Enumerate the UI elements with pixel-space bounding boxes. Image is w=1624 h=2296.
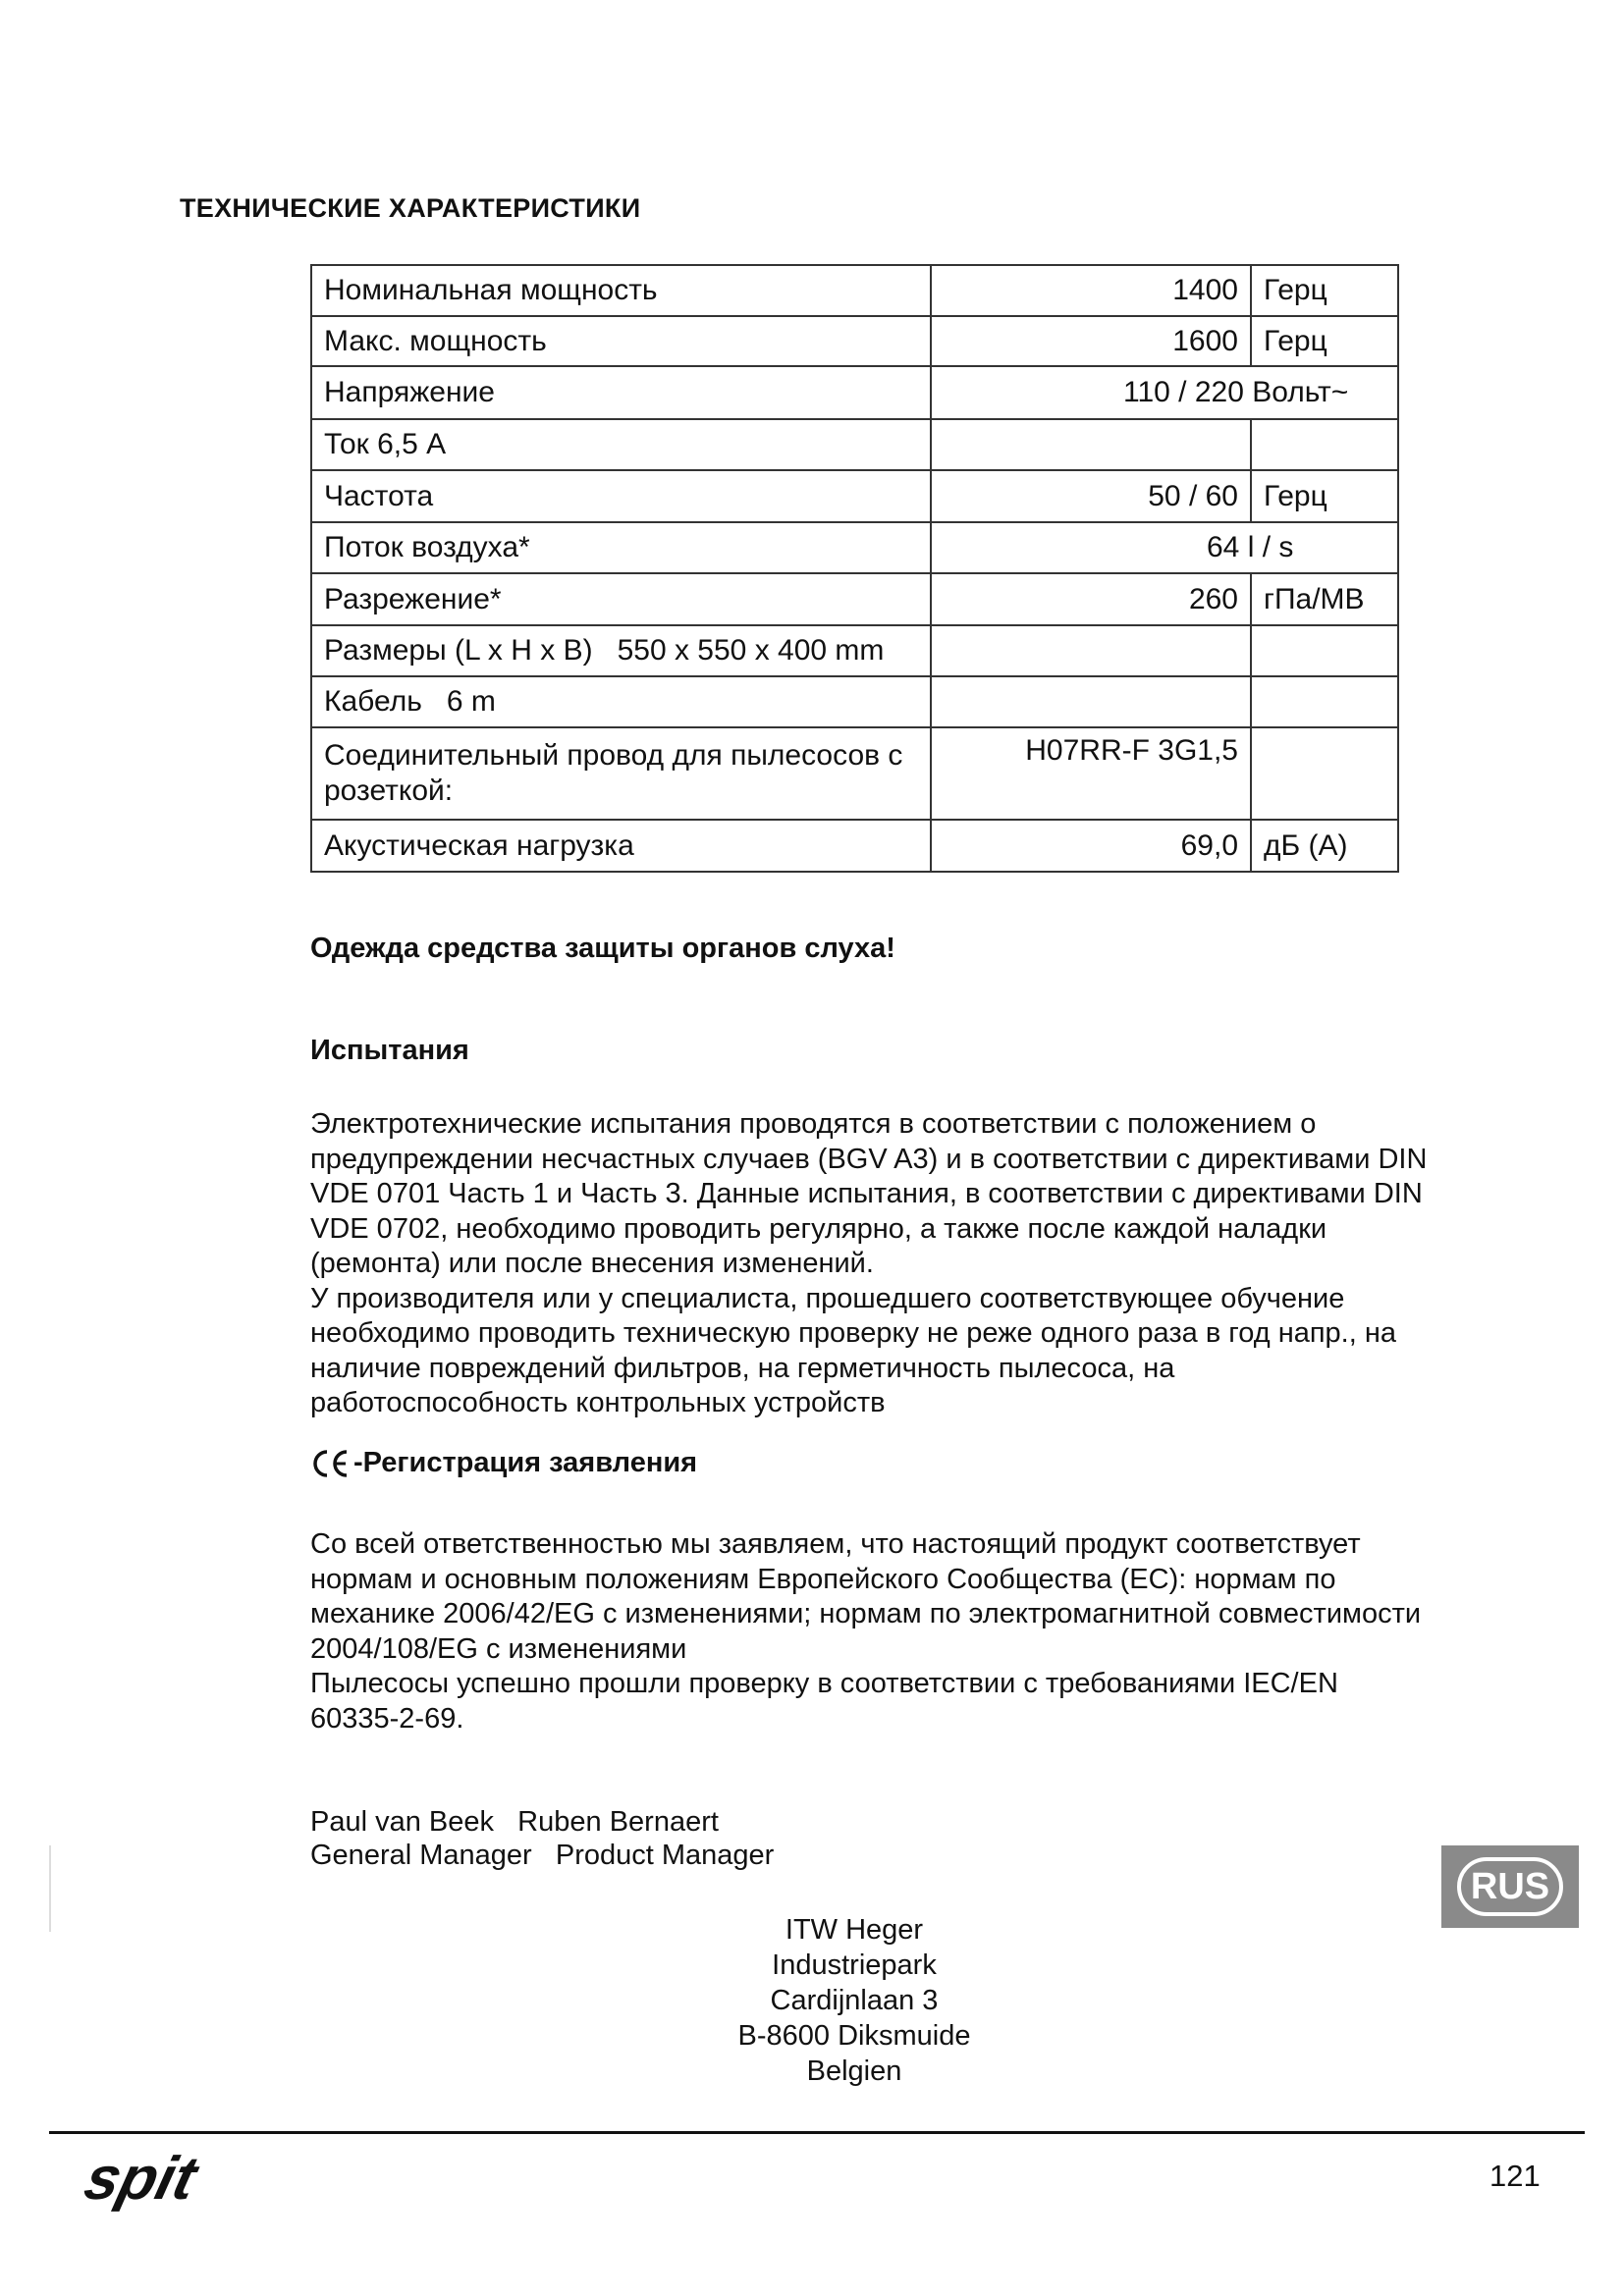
spec-value <box>931 419 1251 470</box>
declaration-text <box>310 1527 1430 1736</box>
footer-divider <box>49 2131 1585 2134</box>
signatories <box>310 1805 774 1872</box>
testing-paragraph: Электротехнические испытания проводятся в соответствии с положением о предупреждении несчастных случаев (BGV A3) и в соответствии с директивами DIN VDE 0701 Часть 1 и Часть 3. Данные испытания, в соответствии с директивами DIN VDE 0702, необходимо проводить регулярно, а также после каждой наладки (ремонта) или после внесения изменений. <box>310 1108 1428 1279</box>
testing-paragraph: У производителя или у специалиста, прошедшего соответствующее обучение необходимо проводить техническую проверку не реже одного раза в год напр., на наличие повреждений фильтров, на герметичность пылесоса, на работоспособность контрольных устройств <box>310 1282 1396 1418</box>
language-badge <box>1441 1845 1579 1928</box>
table-row <box>311 625 1398 676</box>
spec-value: 260 <box>931 573 1251 625</box>
spec-label: Номинальная мощность <box>311 265 931 316</box>
page-number: 121 <box>1489 2159 1541 2193</box>
spec-value: H07RR-F 3G1,5 <box>931 727 1251 820</box>
company-address <box>609 1912 1100 2089</box>
hearing-protection-warning: Одежда средства защиты органов слуха! <box>310 933 895 964</box>
table-row <box>311 366 1398 419</box>
address-line: Cardijnlaan 3 <box>770 1985 939 2016</box>
table-row <box>311 573 1398 625</box>
spec-value: 1400 <box>931 265 1251 316</box>
declaration-paragraph: Со всей ответственностью мы заявляем, что настоящий продукт соответствует нормам и основным положениям Европейского Сообщества (EC): нормам по механике 2006/42/EG с изменениями; нормам по электромагнитной совместимости 2004/108/EG с изменениями <box>310 1528 1422 1665</box>
spec-value: 1600 <box>931 316 1251 366</box>
address-line: Belgien <box>806 2056 902 2087</box>
spec-label: Разрежение* <box>311 573 931 625</box>
spec-unit: Герц <box>1251 470 1398 522</box>
language-badge-label: RUS <box>1457 1857 1563 1916</box>
spec-value <box>931 625 1251 676</box>
table-row <box>311 820 1398 872</box>
address-line: Industriepark <box>772 1949 937 1981</box>
table-row <box>311 522 1398 573</box>
spec-label: Поток воздуха* <box>311 522 931 573</box>
testing-heading: Испытания <box>310 1035 469 1066</box>
logo-text: spit <box>78 2144 203 2213</box>
table-row <box>311 419 1398 470</box>
spec-label: Кабель 6 m <box>311 676 931 727</box>
spec-unit: дБ (А) <box>1251 820 1398 872</box>
table-row <box>311 470 1398 522</box>
table-row <box>311 316 1398 366</box>
address-line: ITW Heger <box>785 1914 924 1946</box>
spec-unit: Герц <box>1251 316 1398 366</box>
table-row <box>311 676 1398 727</box>
spec-value: 64 l / s <box>931 522 1398 573</box>
spec-label: Акустическая нагрузка <box>311 820 931 872</box>
spec-value: 110 / 220 Вольт~ <box>931 366 1398 419</box>
declaration-paragraph: Пылесосы успешно прошли проверку в соответствии с требованиями IEC/EN 60335-2-69. <box>310 1668 1338 1735</box>
spec-unit <box>1251 727 1398 820</box>
table-row <box>311 727 1398 820</box>
page-title: ТЕХНИЧЕСКИЕ ХАРАКТЕРИСТИКИ <box>180 193 641 223</box>
spec-unit <box>1251 676 1398 727</box>
spec-value: 50 / 60 <box>931 470 1251 522</box>
margin-mark <box>49 1845 51 1932</box>
spec-label: Напряжение <box>311 366 931 419</box>
spit-logo-icon <box>74 2144 211 2213</box>
signatory-names: Paul van Beek Ruben Bernaert <box>310 1806 719 1838</box>
spec-unit: гПа/МВ <box>1251 573 1398 625</box>
declaration-heading <box>310 1447 697 1479</box>
declaration-title: -Регистрация заявления <box>353 1447 698 1478</box>
spec-value: 69,0 <box>931 820 1251 872</box>
spec-unit <box>1251 419 1398 470</box>
spit-logo <box>74 2144 211 2217</box>
testing-text <box>310 1107 1430 1421</box>
address-line: B-8600 Diksmuide <box>737 2020 971 2052</box>
spec-value <box>931 676 1251 727</box>
spec-label: Частота <box>311 470 931 522</box>
spec-label: Макс. мощность <box>311 316 931 366</box>
signatory-roles: General Manager Product Manager <box>310 1840 775 1871</box>
ce-mark-icon <box>310 1448 352 1479</box>
spec-label: Ток 6,5 А <box>311 419 931 470</box>
specs-table <box>310 264 1399 873</box>
spec-unit <box>1251 625 1398 676</box>
spec-label: Соединительный провод для пылесосов с розеткой: <box>311 727 931 820</box>
spec-unit: Герц <box>1251 265 1398 316</box>
spec-label: Размеры (L x H x B) 550 x 550 x 400 mm <box>311 625 931 676</box>
table-row <box>311 265 1398 316</box>
